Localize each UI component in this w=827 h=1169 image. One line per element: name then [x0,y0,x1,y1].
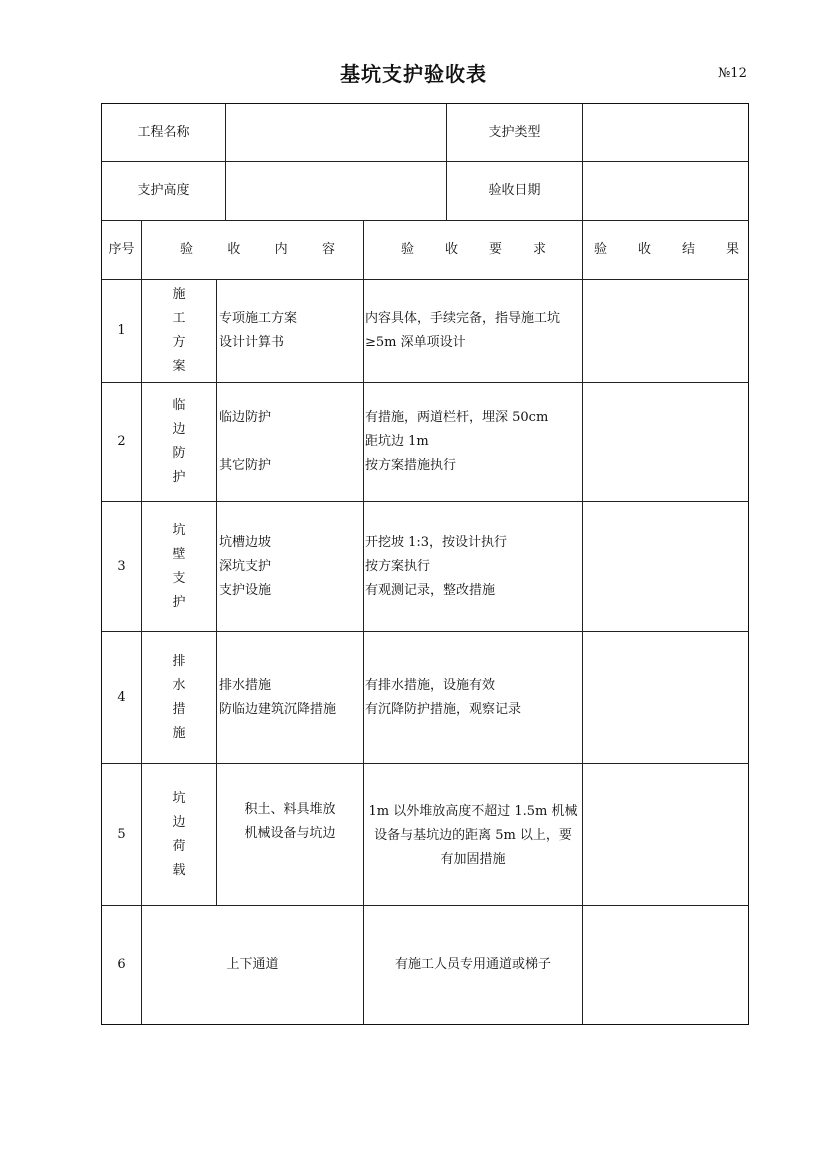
support-type-field[interactable] [583,104,749,162]
acceptance-form [101,103,749,1025]
category-char: 坑 [172,522,186,538]
check-item: 专项施工方案 [219,311,298,326]
category-char: 载 [172,862,186,878]
category-char: 壁 [172,546,186,562]
col-header-requirement-char: 收 [444,242,458,257]
row-2-result-field[interactable] [583,383,749,502]
row-3-seq-text: 3 [117,558,126,574]
row-6-result-field[interactable] [583,906,749,1024]
col-header-requirement-char: 要 [488,242,502,257]
requirement-line: 内容具体，手续完备，指导施工坑 [365,311,561,326]
row-2-requirements [364,383,583,502]
project-name-label-text: 工程名称 [137,124,190,140]
support-height-label-text: 支护高度 [137,183,190,198]
row-3-seq [102,502,142,632]
support-height-field[interactable] [226,162,447,221]
category-char: 荷 [172,838,186,854]
row-1-result-field[interactable] [583,280,749,383]
requirement-line: ≥5m 深单项设计 [365,335,466,350]
col-header-content-char: 验 [180,242,194,257]
row-5-category [142,764,217,906]
project-name-label [102,104,226,162]
col-header-requirement-char: 验 [401,242,415,257]
category-char: 护 [172,470,186,485]
check-item: 机械设备与坑边 [244,826,336,841]
requirement-line: 1m 以外堆放高度不超过 1.5m 机械 [368,804,578,819]
row-2-seq [102,383,142,502]
row-4-seq [102,632,142,764]
project-name-field[interactable] [226,104,447,162]
requirement-line: 有加固措施 [440,852,506,867]
category-char: 防 [172,446,186,461]
category-char: 施 [172,287,186,302]
col-header-result-char: 收 [637,242,651,257]
row-1-seq [102,280,142,383]
col-header-result-char: 结 [681,242,695,257]
check-item: 坑槽边坡 [219,534,272,550]
requirement-line: 开挖坡 1:3，按设计执行 [365,534,508,550]
check-item: 深坑支护 [219,558,272,574]
page-title: 基坑支护验收表 [340,62,487,86]
row-4-seq-text: 4 [117,689,126,705]
requirement-line: 按方案措施执行 [365,458,457,473]
row-6-item [142,906,364,1024]
category-char: 临 [172,398,186,413]
category-char: 排 [172,653,186,669]
row-5-seq [102,764,142,906]
category-char: 坑 [172,790,186,806]
col-header-requirement-char: 求 [532,242,546,257]
row-6-seq-text: 6 [117,957,126,972]
row-5-seq-text: 5 [117,826,126,842]
row-4-category [142,632,217,764]
row-1-seq-text: 1 [117,323,126,338]
row-3-category [142,502,217,632]
col-header-seq [102,221,142,280]
row-2-category [142,383,217,502]
support-type-label-text: 支护类型 [488,124,541,140]
col-header-content-char: 容 [321,242,335,257]
requirement-line: 有排水措施，设施有效 [365,677,496,693]
category-char: 护 [172,594,186,610]
row-5-result-field[interactable] [583,764,749,906]
support-height-label [102,162,226,221]
col-header-result [583,221,749,280]
category-char: 水 [172,677,186,693]
row-4-result-field[interactable] [583,632,749,764]
row-1-requirements [364,280,583,383]
col-header-result-char: 验 [594,242,608,257]
category-char: 支 [172,570,186,586]
support-type-label [447,104,583,162]
row-4-items [217,632,364,764]
check-item: 积土、料具堆放 [244,802,336,817]
check-item: 支护设施 [219,582,272,598]
check-item: 其它防护 [219,458,272,473]
check-item: 临边防护 [219,410,272,425]
col-header-seq-text: 序号 [108,242,135,257]
requirement-line: 有观测记录，整改措施 [365,582,496,598]
accept-date-label [447,162,583,221]
requirement-line: 有沉降防护措施，观察记录 [365,701,522,717]
accept-date-field[interactable] [583,162,749,221]
row-4-requirements [364,632,583,764]
category-char: 边 [172,422,186,437]
row-3-requirements [364,502,583,632]
row-6-requirement [364,906,583,1024]
check-item: 上下通道 [226,957,279,972]
category-char: 措 [172,701,186,717]
row-2-items [217,383,364,502]
row-5-items [217,764,364,906]
col-header-requirement [364,221,583,280]
form-number: №12 [718,66,747,81]
col-header-content-char: 收 [227,242,241,257]
accept-date-label-text: 验收日期 [488,183,541,198]
row-1-items [217,280,364,383]
category-char: 工 [172,311,186,326]
row-6-seq [102,906,142,1024]
check-item: 防临边建筑沉降措施 [219,701,337,717]
row-1-category [142,280,217,383]
category-char: 施 [172,725,186,741]
row-3-result-field[interactable] [583,502,749,632]
row-5-requirements [364,764,583,906]
category-char: 边 [172,814,186,830]
category-char: 案 [172,359,186,374]
requirement-line: 设备与基坑边的距离 5m 以上，要 [374,828,572,843]
requirement-line: 有措施，两道栏杆，埋深 50cm [365,410,549,425]
row-3-items [217,502,364,632]
category-char: 方 [172,335,186,350]
col-header-content [142,221,364,280]
col-header-result-char: 果 [725,242,739,257]
requirement-line: 按方案执行 [365,558,431,574]
requirement-line: 距坑边 1m [365,434,429,449]
check-item: 排水措施 [219,677,272,693]
spacer [219,430,271,454]
row-2-seq-text: 2 [117,434,126,449]
check-item: 设计计算书 [219,335,285,350]
requirement-line: 有施工人员专用通道或梯子 [394,957,551,972]
col-header-content-char: 内 [274,242,288,257]
